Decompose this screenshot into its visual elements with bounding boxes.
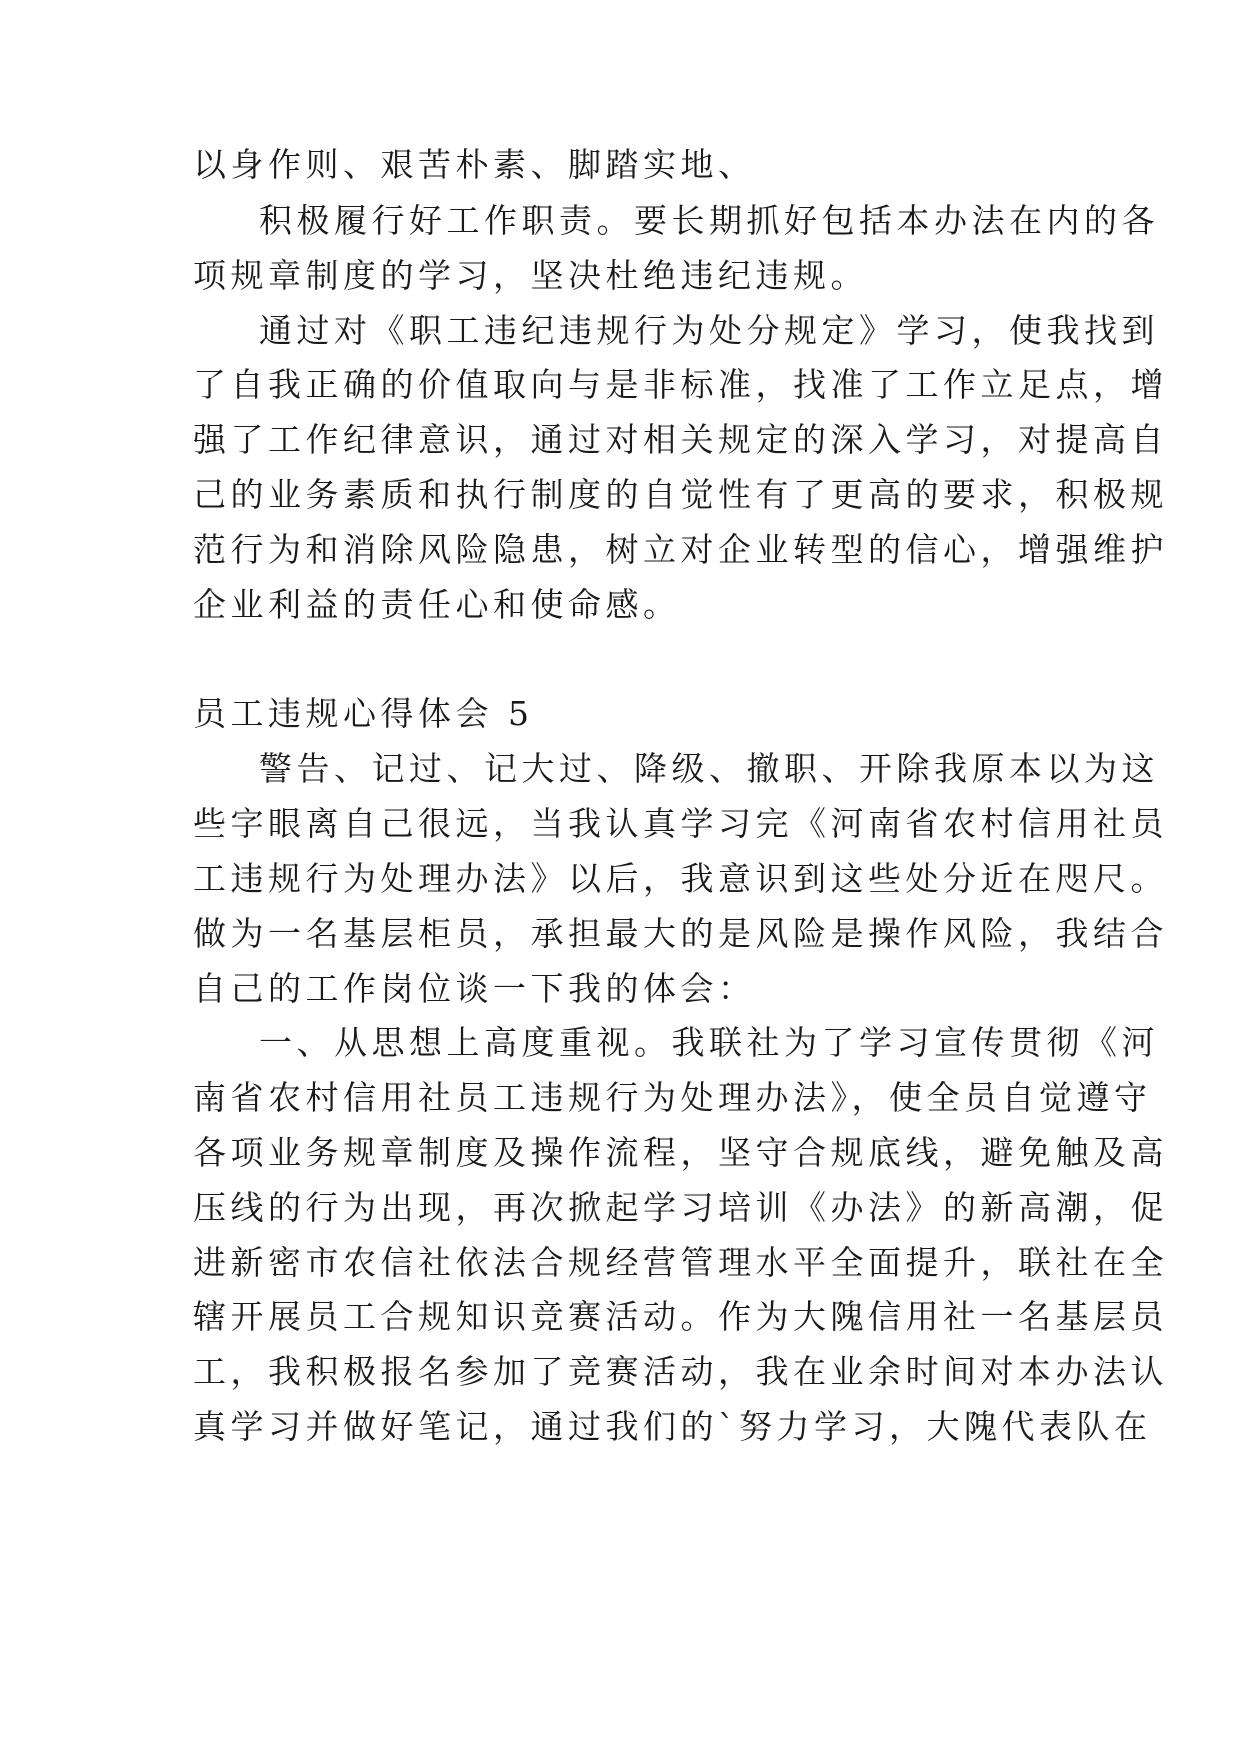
text-line: 范行为和消除风险隐患，树立对企业转型的信心，增强维护 <box>193 530 1168 569</box>
paragraph-start-line: 警告、记过、记大过、降级、撤职、开除我原本以为这 <box>259 749 1159 788</box>
text-line: 企业利益的责任心和使命感。 <box>193 585 681 624</box>
paragraph-start-line: 一、从思想上高度重视。我联社为了学习宣传贯彻《河 <box>259 1023 1159 1062</box>
text-line: 自己的工作岗位谈一下我的体会： <box>193 969 756 1008</box>
text-line: 工违规行为处理办法》以后，我意识到这些处分近在咫尺。 <box>193 859 1168 898</box>
text-line: 己的业务素质和执行制度的自觉性有了更高的要求，积极规 <box>193 475 1168 514</box>
section-heading: 员工违规心得体会 5 <box>193 694 534 733</box>
text-line: 进新密市农信社依法合规经营管理水平全面提升，联社在全 <box>193 1243 1168 1282</box>
text-line: 些字眼离自己很远，当我认真学习完《河南省农村信用社员 <box>193 804 1168 843</box>
paragraph-start-line: 通过对《职工违纪违规行为处分规定》学习，使我找到 <box>259 311 1159 350</box>
text-line: 各项业务规章制度及操作流程，坚守合规底线，避免触及高 <box>193 1133 1168 1172</box>
text-line: 了自我正确的价值取向与是非标准，找准了工作立足点，增 <box>193 365 1168 404</box>
text-line: 做为一名基层柜员，承担最大的是风险是操作风险，我结合 <box>193 914 1168 953</box>
text-line: 以身作则、艰苦朴素、脚踏实地、 <box>193 145 756 184</box>
text-line: 真学习并做好笔记，通过我们的`努力学习，大隗代表队在 <box>193 1407 1152 1446</box>
text-line: 辖开展员工合规知识竞赛活动。作为大隗信用社一名基层员 <box>193 1297 1168 1336</box>
text-line: 项规章制度的学习，坚决杜绝违纪违规。 <box>193 256 868 295</box>
text-line: 南省农村信用社员工违规行为处理办法》，使全员自觉遵守 <box>193 1078 1152 1117</box>
text-line: 工，我积极报名参加了竞赛活动，我在业余时间对本办法认 <box>193 1352 1168 1391</box>
text-line: 压线的行为出现，再次掀起学习培训《办法》的新高潮，促 <box>193 1188 1168 1227</box>
paragraph-start-line: 积极履行好工作职责。要长期抓好包括本办法在内的各 <box>259 201 1159 240</box>
text-line: 强了工作纪律意识，通过对相关规定的深入学习，对提高自 <box>193 420 1168 459</box>
